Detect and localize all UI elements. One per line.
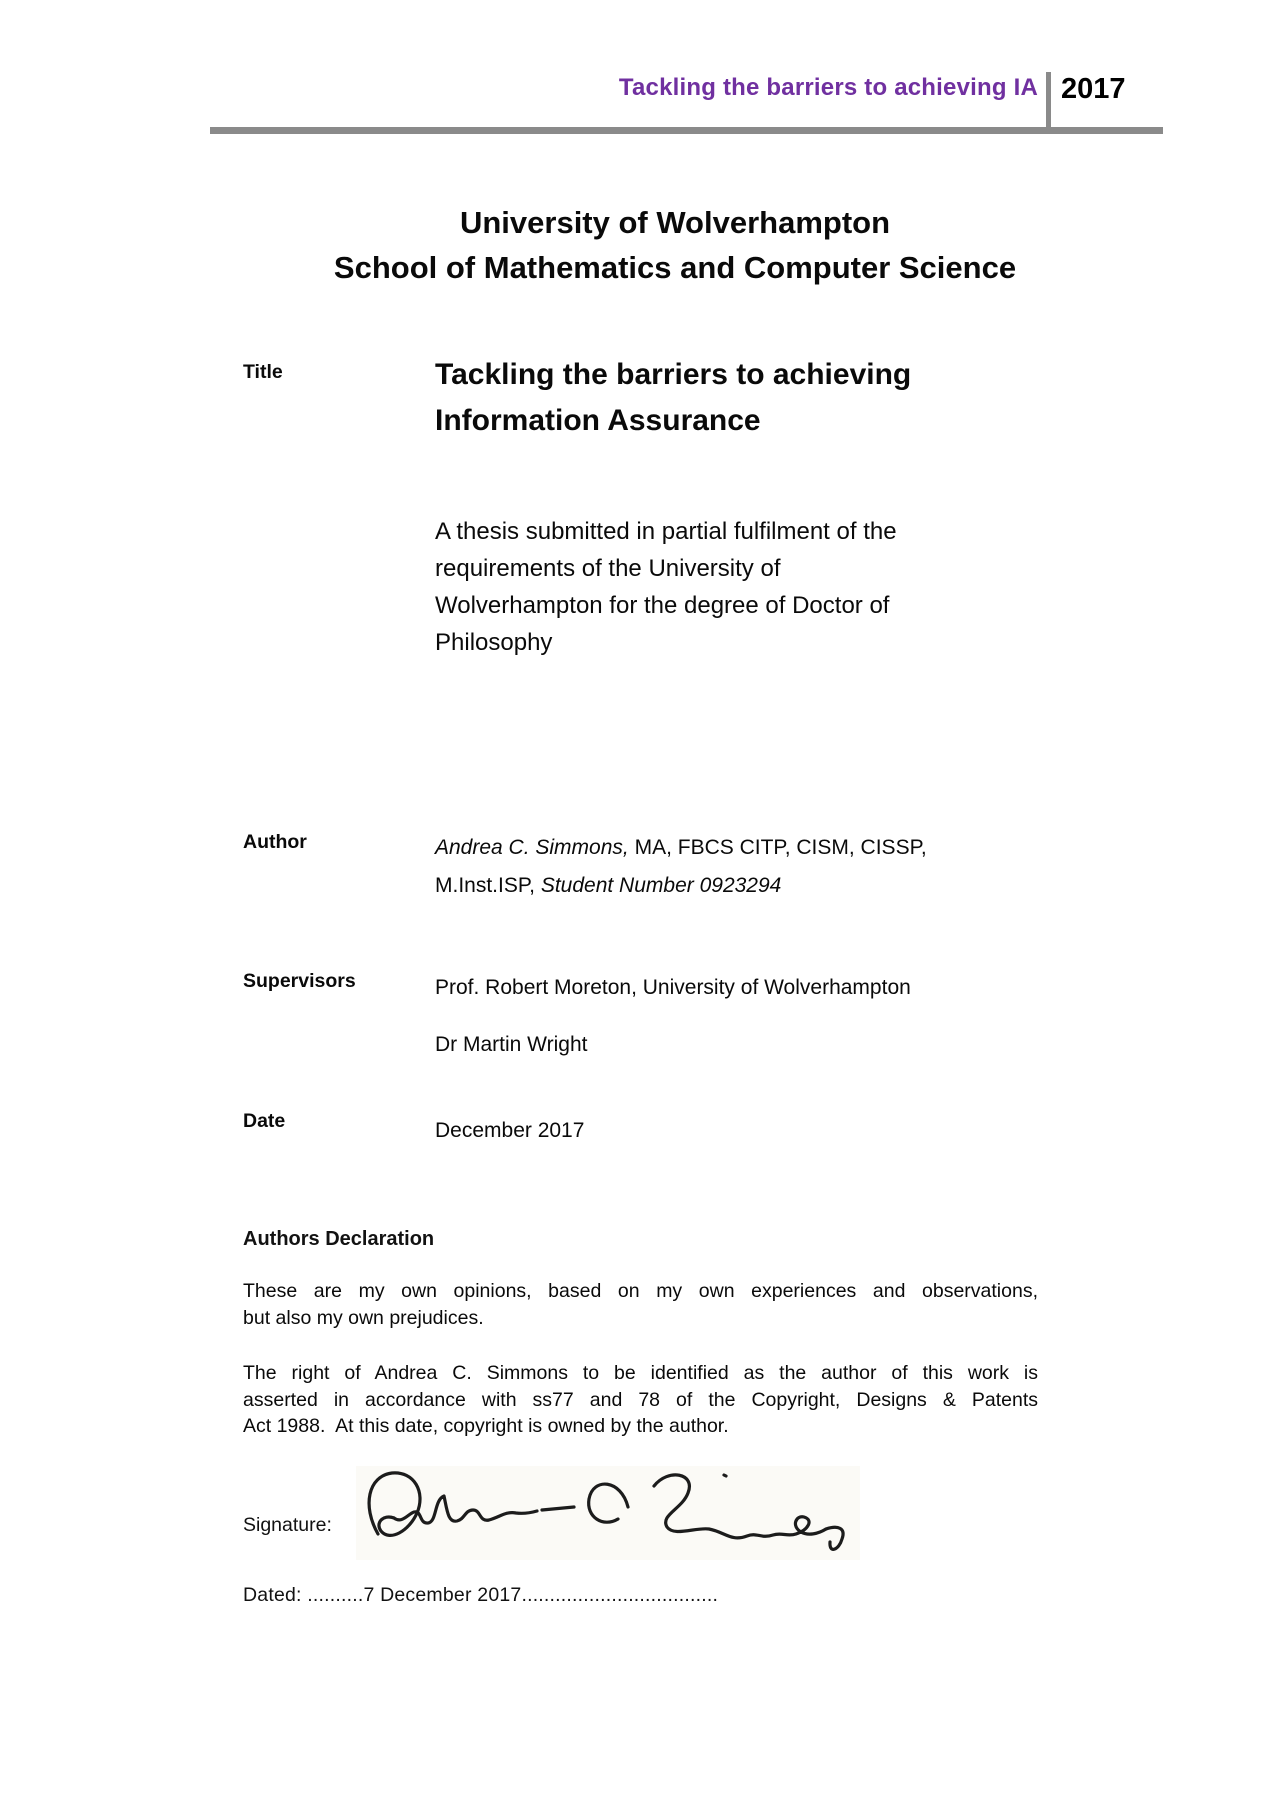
page-title xyxy=(180,200,1170,290)
signature-label: Signature: xyxy=(243,1514,332,1536)
university-name: University of Wolverhampton xyxy=(459,205,891,240)
thesis-statement-line: Philosophy xyxy=(435,629,553,656)
thesis-statement-line: A thesis submitted in partial fulfilment of the xyxy=(435,518,897,545)
thesis-title-line2: Information Assurance xyxy=(435,404,761,437)
declaration-p2-line: asserted in accordance with ss77 and 78 of the Copyright, Designs & Patents xyxy=(243,1388,1038,1411)
supervisor-2: Dr Martin Wright xyxy=(435,1033,588,1056)
declaration-paragraph-2 xyxy=(243,1360,1038,1440)
declaration-paragraph-1 xyxy=(243,1278,1038,1331)
author-credentials-1: MA, FBCS CITP, CISM, CISSP, xyxy=(628,836,927,859)
author-credentials-2: M.Inst.ISP, xyxy=(435,874,541,897)
author-label: Author xyxy=(243,831,307,853)
supervisor-1: Prof. Robert Moreton, University of Wolverhampton xyxy=(435,976,911,999)
thesis-statement-line: requirements of the University of xyxy=(435,555,781,582)
author-value xyxy=(435,829,1075,905)
header-vertical-divider xyxy=(1046,72,1051,129)
header-horizontal-rule xyxy=(210,127,1163,134)
header-year: 2017 xyxy=(1061,73,1126,105)
declaration-p1-line: These are my own opinions, based on my own experiences and observations, xyxy=(243,1280,1038,1302)
school-name: School of Mathematics and Computer Science xyxy=(333,250,1017,285)
declaration-heading: Authors Declaration xyxy=(243,1228,435,1250)
signature-scribble-icon xyxy=(356,1466,860,1560)
date-label: Date xyxy=(243,1110,286,1132)
author-line1 xyxy=(435,829,1075,867)
dated-line: Dated: ..........7 December 2017................................... xyxy=(243,1584,719,1606)
author-line2 xyxy=(435,867,1075,905)
running-header-title: Tackling the barriers to achieving IA xyxy=(618,74,1038,101)
declaration-p2-line: Act 1988. At this date, copyright is owned by the author. xyxy=(243,1415,729,1437)
date-value: December 2017 xyxy=(435,1119,585,1142)
thesis-title xyxy=(435,352,1075,444)
author-student-number: Student Number 0923294 xyxy=(540,874,782,897)
declaration-p1-line: but also my own prejudices. xyxy=(243,1306,484,1329)
thesis-title-line1: Tackling the barriers to achieving xyxy=(435,358,912,391)
title-label: Title xyxy=(243,361,283,383)
declaration-p2-line: The right of Andrea C. Simmons to be identified as the author of this work is xyxy=(243,1362,1038,1384)
supervisors-label: Supervisors xyxy=(243,970,356,992)
handwritten-signature-image xyxy=(356,1466,860,1560)
author-name: Andrea C. Simmons, xyxy=(435,836,629,859)
thesis-statement-line: Wolverhampton for the degree of Doctor of xyxy=(435,592,890,619)
thesis-statement xyxy=(435,513,1075,661)
